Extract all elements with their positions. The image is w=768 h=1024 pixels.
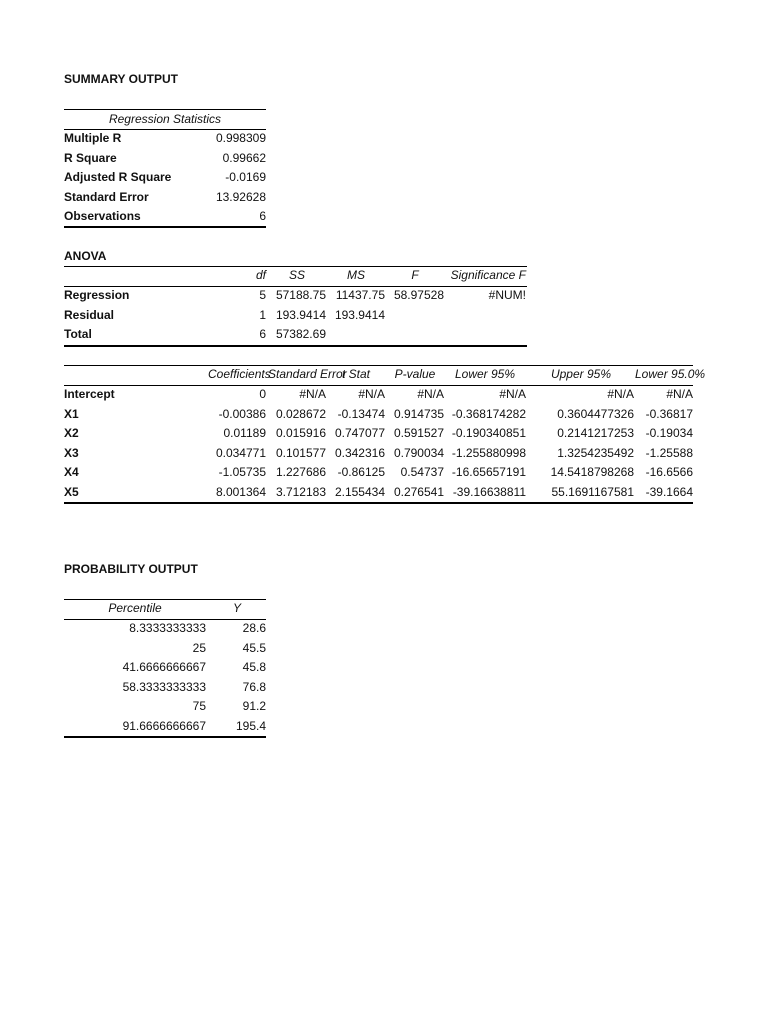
- reg-stats-header: Regression Statistics: [108, 112, 222, 126]
- reg-value-multiple-r: 0.998309: [215, 131, 266, 145]
- coef-x5-coefficient: 8.001364: [215, 485, 266, 499]
- coef-x5-lower-95-0: -39.1664: [645, 485, 693, 499]
- coef-x2-standard-error: 0.015916: [275, 426, 326, 441]
- anova-header-ms: MS: [347, 268, 365, 282]
- coef-intercept-lower-95: #N/A: [499, 387, 526, 401]
- reg-label-multiple-r: Multiple R: [64, 131, 122, 145]
- coef-x5-standard-error: 3.712183: [275, 485, 326, 499]
- reg-value-standard-error: 13.92628: [215, 189, 266, 204]
- coef-x3-t-stat: 0.342316: [334, 445, 385, 460]
- coef-intercept-upper-95: #N/A: [607, 387, 634, 401]
- reg-label-observations: Observations: [64, 209, 141, 224]
- coef-x2-lower-95-0: -0.19034: [645, 426, 693, 441]
- coef-x1-coefficient: -0.00386: [218, 406, 266, 421]
- prob-bottom-rule: [64, 736, 266, 738]
- coef-intercept-standard-error: #N/A: [299, 387, 326, 401]
- anova-header-f: F: [411, 268, 419, 282]
- coef-x1-lower-95-0: -0.36817: [645, 406, 693, 421]
- coef-label-x3: X3: [64, 445, 79, 460]
- anova-header-significance-f: Significance F: [450, 268, 526, 282]
- coef-x1-t-stat: -0.13474: [337, 406, 385, 421]
- coef-intercept-t-stat: #N/A: [358, 387, 385, 401]
- anova-residual-df: 1: [259, 307, 266, 322]
- coef-x3-upper-95: 1.3254235492: [557, 445, 634, 460]
- anova-regression-df: 5: [259, 288, 266, 302]
- coef-x4-p-value: 0.54737: [400, 465, 444, 480]
- coef-x2-coefficient: 0.01189: [223, 426, 266, 441]
- coef-bottom-rule: [64, 502, 693, 504]
- reg-value-observations: 6: [259, 209, 266, 224]
- coef-x5-lower-95: -39.16638811: [452, 485, 526, 499]
- coef-header-lower-95: Lower 95%: [454, 367, 516, 381]
- prob-percentile-6: 91.6666666667: [122, 719, 206, 733]
- coef-x1-upper-95: 0.3604477326: [557, 406, 634, 421]
- anova-residual-ss: 193.9414: [275, 307, 326, 322]
- coef-x2-t-stat: 0.747077: [334, 426, 385, 441]
- reg-label-adjusted-r-square: Adjusted R Square: [64, 170, 172, 185]
- prob-percentile-3: 41.6666666667: [122, 660, 206, 675]
- coef-label-x5: X5: [64, 485, 79, 499]
- anova-header-df: df: [255, 268, 266, 282]
- reg-label-r-square: R Square: [64, 150, 117, 165]
- anova-regression-ms: 11437.75: [335, 288, 385, 302]
- coef-label-intercept: Intercept: [64, 387, 115, 401]
- anova-regression-f: 58.97528: [393, 288, 444, 302]
- prob-y-5: 91.2: [242, 699, 266, 714]
- anova-label-regression: Regression: [64, 288, 130, 302]
- coef-x2-p-value: 0.591527: [393, 426, 444, 441]
- reg-value-adjusted-r-square: -0.0169: [225, 170, 266, 185]
- coef-label-x1: X1: [64, 406, 79, 421]
- anova-bottom-rule: [64, 345, 527, 347]
- coef-x4-standard-error: 1.227686: [275, 465, 326, 480]
- coef-x4-coefficient: -1.05735: [218, 465, 266, 480]
- prob-header-percentile: Percentile: [108, 601, 162, 615]
- coef-x2-upper-95: 0.2141217253: [557, 426, 634, 441]
- prob-y-4: 76.8: [242, 679, 266, 694]
- coef-x4-lower-95: -16.65657191: [451, 465, 526, 480]
- coef-label-x2: X2: [64, 426, 79, 441]
- coef-header-standard-error: Standard Error: [268, 367, 347, 381]
- prob-percentile-5: 75: [192, 699, 206, 714]
- prob-y-3: 45.8: [242, 660, 266, 675]
- coef-label-x4: X4: [64, 465, 79, 480]
- coef-x5-t-stat: 2.155434: [334, 485, 385, 499]
- anova-residual-ms: 193.9414: [334, 307, 385, 322]
- coef-header-lower-95-0: Lower 95.0%: [635, 367, 706, 381]
- coef-x3-standard-error: 0.101577: [275, 445, 326, 460]
- prob-percentile-2: 25: [192, 640, 206, 655]
- anova-regression-significance-f: #NUM!: [488, 288, 526, 302]
- coef-header-p-value: P-value: [394, 367, 436, 381]
- anova-label-residual: Residual: [64, 307, 115, 322]
- coef-x3-lower-95-0: -1.25588: [645, 445, 693, 460]
- anova-title: ANOVA: [64, 249, 107, 263]
- prob-percentile-4: 58.3333333333: [122, 679, 206, 694]
- anova-regression-ss: 57188.75: [275, 288, 326, 302]
- anova-total-ss: 57382.69: [275, 327, 326, 342]
- coef-x1-standard-error: 0.028672: [275, 406, 326, 421]
- coef-x3-lower-95: -1.255880998: [451, 445, 526, 460]
- coef-x1-p-value: 0.914735: [393, 406, 444, 421]
- coef-x1-lower-95: -0.368174282: [451, 406, 526, 421]
- coef-x5-p-value: 0.276541: [393, 485, 444, 499]
- coef-header-t-stat: t Stat: [341, 367, 370, 381]
- prob-y-6: 195.4: [235, 719, 266, 733]
- probability-title: PROBABILITY OUTPUT: [64, 562, 198, 576]
- anova-label-total: Total: [64, 327, 92, 342]
- coef-x5-upper-95: 55.1691167581: [551, 485, 634, 499]
- coef-header-coefficients: Coefficients: [208, 367, 271, 381]
- reg-label-standard-error: Standard Error: [64, 189, 149, 204]
- coef-intercept-lower-95-0: #N/A: [666, 387, 693, 401]
- coef-x3-coefficient: 0.034771: [215, 445, 266, 460]
- coef-header-upper-95: Upper 95%: [550, 367, 612, 381]
- coef-x3-p-value: 0.790034: [393, 445, 444, 460]
- coef-intercept-p-value: #N/A: [417, 387, 444, 401]
- coef-intercept-coefficient: 0: [259, 387, 266, 401]
- summary-title: SUMMARY OUTPUT: [64, 72, 178, 86]
- anova-header-ss: SS: [288, 268, 305, 282]
- coef-x4-lower-95-0: -16.6566: [645, 465, 693, 480]
- anova-total-df: 6: [259, 327, 266, 342]
- prob-y-1: 28.6: [242, 621, 266, 635]
- prob-percentile-1: 8.3333333333: [129, 621, 206, 635]
- reg-value-r-square: 0.99662: [222, 150, 266, 165]
- coef-x4-t-stat: -0.86125: [337, 465, 385, 480]
- coef-x4-upper-95: 14.5418798268: [550, 465, 634, 480]
- reg-bottom-rule: [64, 226, 266, 228]
- prob-header-y: Y: [232, 601, 241, 615]
- coef-x2-lower-95: -0.190340851: [451, 426, 526, 441]
- prob-y-2: 45.5: [242, 640, 266, 655]
